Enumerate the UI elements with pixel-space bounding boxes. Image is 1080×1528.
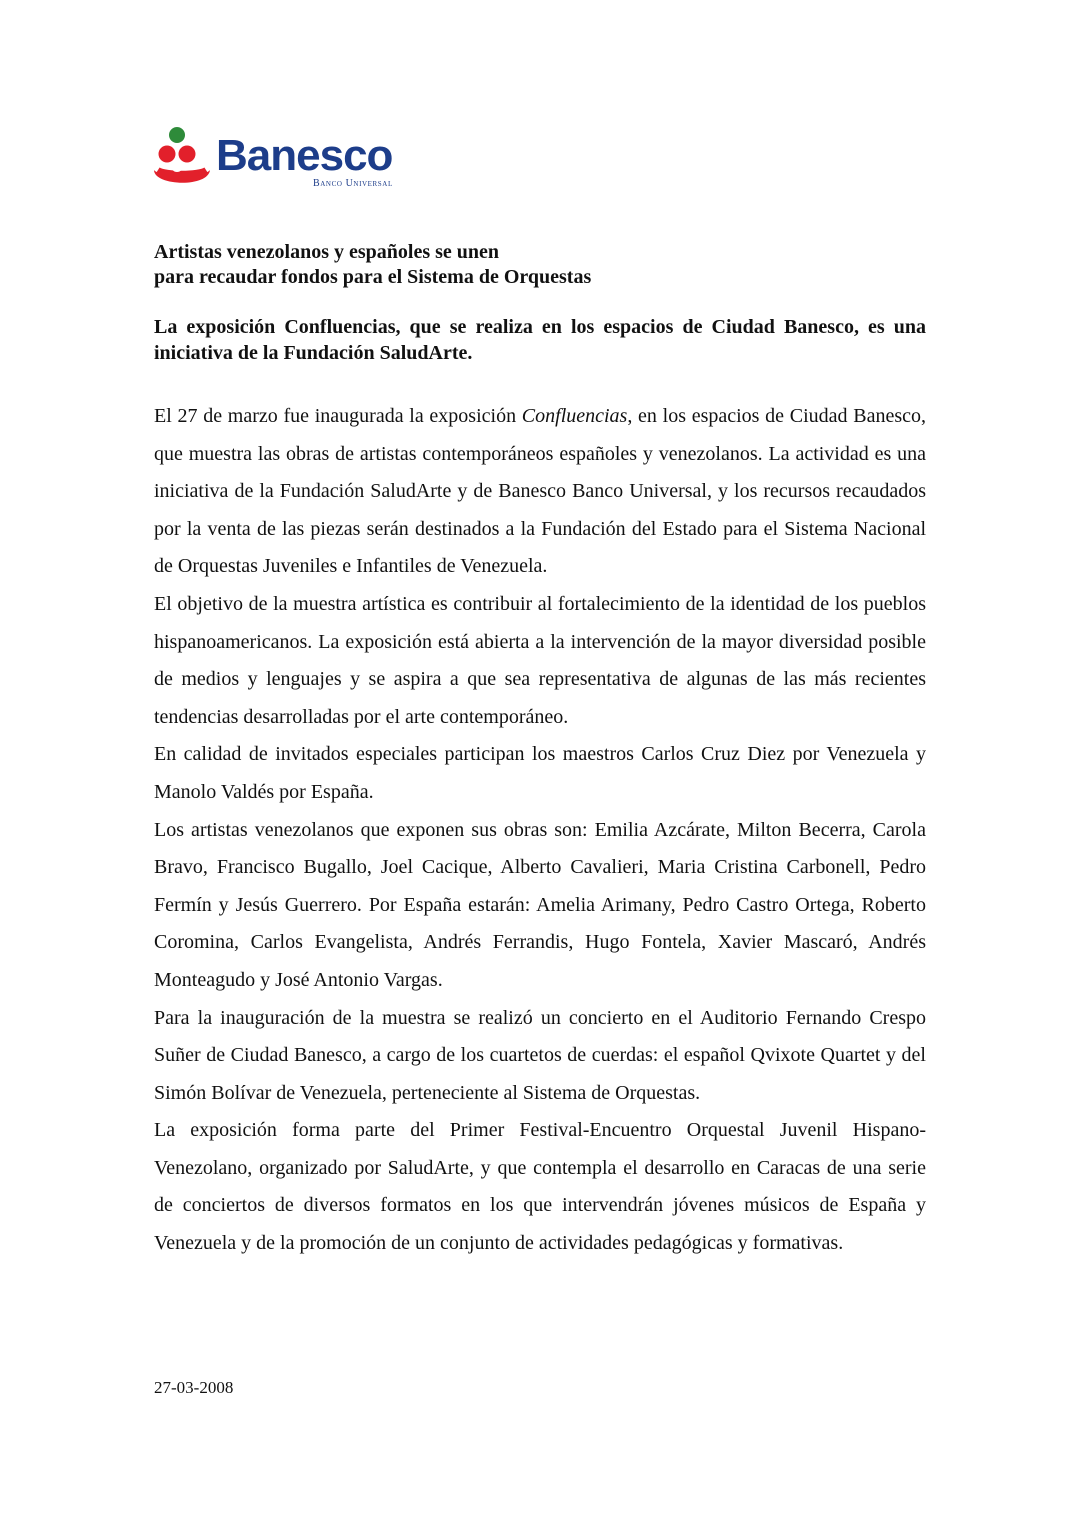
banesco-logo bbox=[152, 126, 452, 196]
paragraph-3: En calidad de invitados especiales participan los maestros Carlos Cruz Diez por Venezuela y Manolo Valdés por España. bbox=[154, 743, 926, 803]
paragraph-1-start: El 27 de marzo fue inaugurada la exposición bbox=[154, 405, 522, 427]
logo-wordmark: Banesco bbox=[216, 131, 393, 180]
paragraph-2: El objetivo de la muestra artística es contribuir al fortalecimiento de la identidad de los pueblos hispanoamericanos. La exposición está abierta a la intervención de la mayor diversidad posible de medios y lenguajes y se aspira a que sea representativa de algunas de las más recientes tendencias desarrolladas por el arte contemporáneo. bbox=[154, 592, 926, 728]
paragraph-6: La exposición forma parte del Primer Festival-Encuentro Orquestal Juvenil Hispano-Venezolano, organizado por SaludArte, y que contempla el desarrollo en Caracas de una serie de conciertos de diversos formatos en los que intervendrán jóvenes músicos de España y Venezuela y de la promoción de un conjunto de actividades pedagógicas y formativas. bbox=[154, 1119, 926, 1255]
exhibition-title: Confluencias bbox=[521, 405, 628, 427]
banesco-emblem-icon bbox=[152, 126, 216, 192]
publication-date: 27-03-2008 bbox=[154, 1378, 234, 1397]
paragraph-1 bbox=[154, 398, 926, 586]
headline bbox=[154, 240, 714, 290]
headline-line-2: para recaudar fondos para el Sistema de Orquestas bbox=[154, 266, 592, 288]
article-body bbox=[154, 398, 926, 1263]
subheadline: La exposición Confluencias, que se realiza en los espacios de Ciudad Banesco, es una iniciativa de la Fundación SaludArte. bbox=[154, 316, 926, 364]
logo-tagline: Banco Universal bbox=[313, 178, 393, 189]
paragraph-5: Para la inauguración de la muestra se realizó un concierto en el Auditorio Fernando Crespo Suñer de Ciudad Banesco, a cargo de los cuartetos de cuerdas: el español Qvixote Quartet y del Simón Bolívar de Venezuela, perteneciente al Sistema de Orquestas. bbox=[154, 1006, 926, 1104]
paragraph-1-end: , en los espacios de Ciudad Banesco, que muestra las obras de artistas contemporáneos españoles y venezolanos. La actividad es una iniciativa de la Fundación SaludArte y de Banesco Banco Universal, y los recursos recaudados por la venta de las piezas serán destinados a la Fundación del Estado para el Sistema Nacional de Orquestas Juveniles e Infantiles de Venezuela. bbox=[154, 405, 926, 578]
headline-line-1: Artistas venezolanos y españoles se unen bbox=[154, 241, 500, 263]
paragraph-4: Los artistas venezolanos que exponen sus obras son: Emilia Azcárate, Milton Becerra, Carola Bravo, Francisco Bugallo, Joel Cacique, Alberto Cavalieri, Maria Cristina Carbonell, Pedro Fermín y Jesús Guerrero. Por España estarán: Amelia Arimany, Pedro Castro Ortega, Roberto Coromina, Carlos Evangelista, Andrés Ferrandis, Hugo Fontela, Xavier Mascaró, Andrés Monteagudo y José Antonio Vargas. bbox=[154, 818, 926, 991]
